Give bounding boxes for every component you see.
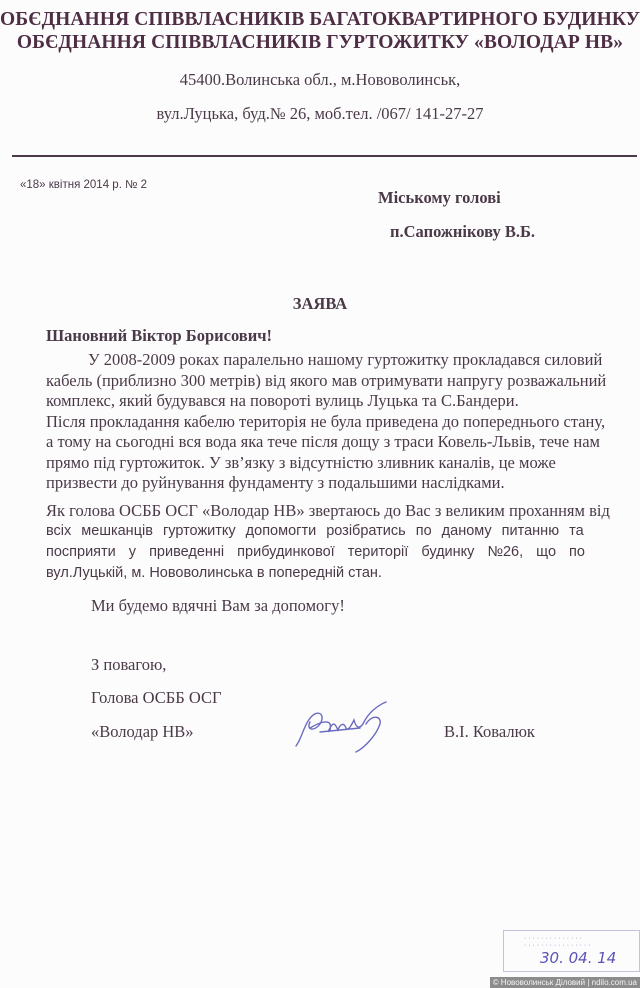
text-line: призвести до руйнування фундаменту з подальшими наслідками.	[46, 473, 505, 492]
text-line: всіх мешканців гуртожитку допомогти розібратись по даному питанню та	[46, 523, 584, 539]
org-name-line-2: ОБЄДНАННЯ СПІВВЛАСНИКІВ ГУРТОЖИТКУ «ВОЛОДАР НВ»	[16, 32, 624, 53]
text-line: вул.Луцькій, м. Нововолинська в попередній стан.	[46, 565, 382, 581]
signer-position: Голова ОСББ ОСГ	[91, 688, 222, 707]
closing-regards: З повагою,	[91, 655, 167, 674]
text-line: кабель (приблизно 300 метрів) від якого мав отримувати напругу розважальний	[46, 370, 607, 390]
text-line: посприяти у приведенні прибудинкової території будинку №26, що по	[46, 544, 585, 560]
received-stamp	[503, 930, 640, 972]
paragraph-3: Ми будемо вдячні Вам за допомогу!	[91, 596, 345, 615]
recipient-line-2: п.Сапожнікову В.Б.	[390, 222, 535, 241]
signature	[290, 694, 420, 754]
document-title: ЗАЯВА	[292, 294, 348, 313]
org-name-line-1: ОБЄДНАННЯ СПІВВЛАСНИКІВ БАГАТОКВАРТИРНОГО БУДИНКУ	[0, 9, 640, 30]
text-line: Після прокладання кабелю територія не була приведена до попереднього стану,	[46, 411, 606, 431]
address-line-1: 45400.Волинська обл., м.Нововолинськ,	[179, 70, 461, 89]
address-line-2: вул.Луцька, буд.№ 26, моб.тел. /067/ 141-27-27	[156, 104, 484, 123]
text-line: прямо під гуртожиток. У зв’язку з відсутністю зливник каналів, це може	[46, 452, 556, 472]
stamp-decoration: · · · · · · · · · · · · · ·	[524, 935, 582, 942]
paragraph-1	[46, 350, 606, 494]
header-divider	[12, 155, 637, 157]
date-and-number: «18» квітня 2014 р. № 2	[20, 179, 148, 191]
text-line: Як голова ОСББ ОСГ «Володар НВ» звертаюсь до Вас з великим проханням від	[46, 501, 610, 520]
paragraph-2	[46, 500, 610, 584]
text-line: а тому на сьогодні вся вода яка тече після дощу з траси Ковель-Львів, тече нам	[46, 432, 600, 451]
recipient-line-1: Міському голові	[378, 188, 501, 207]
text-line: У 2008-2009 роках паралельно нашому гуртожитку прокладався силовий	[88, 350, 603, 369]
greeting: Шановний Віктор Борисович!	[46, 326, 273, 345]
stamp-date: 30. 04. 14	[540, 949, 617, 967]
signer-org: «Володар НВ»	[91, 722, 194, 741]
text-line: комплекс, який будувався на повороті вулиць Луцька та С.Бандери.	[46, 391, 519, 410]
stamp-decoration: · · · · · · · · · · · · · · · ·	[524, 942, 591, 949]
signer-name: В.І. Ковалюк	[444, 722, 535, 741]
watermark: © Нововолинськ Діловий | ndilo.com.ua	[490, 977, 640, 988]
